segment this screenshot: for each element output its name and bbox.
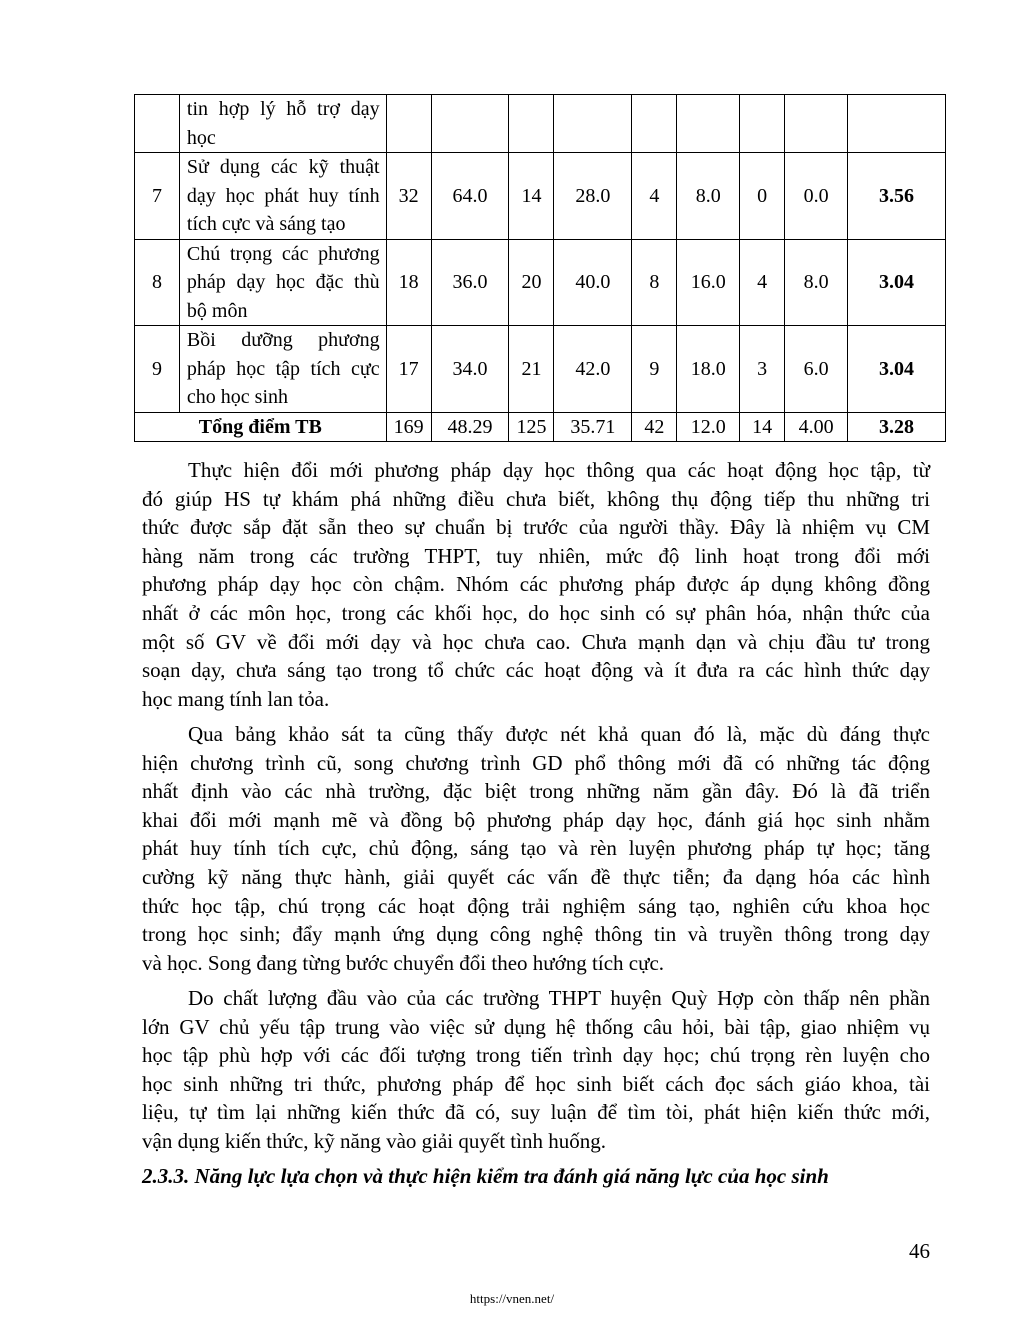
paragraph-line: và học. Song đang từng bước chuyển đổi theo hướng tích cực.	[142, 950, 665, 975]
paragraph-line: Qua bảng khảo sát ta cũng thấy được nét khả quan đó là, mặc dù đáng thực	[188, 722, 930, 746]
table-row	[135, 153, 946, 240]
paragraph-line: thức học tập, chú trọng các hoạt động trải nghiệm sáng tạo, nghiên cứu khoa học	[142, 893, 930, 918]
page-number: 46	[909, 1239, 930, 1263]
description-line: tin hợp lý hỗ trợ dạy	[186, 98, 380, 120]
criterion-description	[179, 95, 386, 153]
average-score: 3.04	[848, 326, 946, 413]
criterion-description	[179, 153, 386, 240]
table-cell	[677, 95, 740, 153]
table-cell: 8	[632, 239, 677, 326]
description-line: pháp dạy học đặc thù	[186, 271, 380, 293]
table-cell	[431, 95, 509, 153]
description-line: Chú trọng các phương	[186, 242, 380, 265]
table-cell: 16.0	[677, 239, 740, 326]
table-cell: 36.0	[431, 239, 509, 326]
description-line: dạy học phát huy tính	[186, 184, 380, 207]
table-cell: 8.0	[677, 153, 740, 240]
table-cell: 35.71	[554, 412, 632, 441]
table-cell: 0.0	[785, 153, 848, 240]
criterion-description	[179, 239, 386, 326]
paragraph-line: hàng năm trong các trường THPT, tuy nhiên, mức độ linh hoạt trong đổi mới	[142, 543, 930, 568]
table-row	[135, 95, 946, 153]
table-cell: 14	[509, 153, 554, 240]
table-cell: 4	[740, 239, 785, 326]
table-cell	[509, 95, 554, 153]
paragraph-line: học mang tính lan tỏa.	[142, 686, 330, 711]
average-score: 3.28	[848, 412, 946, 441]
paragraph-line: vận dụng kiến thức, kỹ năng vào giải quyết tình huống.	[142, 1128, 606, 1153]
paragraph-line: cường kỹ năng thực hành, giải quyết các vấn đề thực tiễn; đa dạng hóa các hình	[142, 864, 930, 889]
average-score: 3.56	[848, 153, 946, 240]
paragraph-line: đó giúp HS tự khám phá những điều chưa biết, không thụ động tiếp thu những tri	[142, 486, 930, 511]
footer-url: https://vnen.net/	[469, 1291, 555, 1306]
description-line: học	[186, 126, 216, 149]
paragraph-line: nhất định vào các nhà trường, đặc biệt trong những năm gần đây. Đó là đã triển	[142, 779, 930, 804]
row-number	[135, 95, 180, 153]
paragraph-line: Thực hiện đổi mới phương pháp dạy học thông qua các hoạt động học tập, từ	[188, 458, 930, 482]
table-cell: 3	[740, 326, 785, 413]
table-cell: 17	[386, 326, 431, 413]
paragraph-line: học sinh những tri thức, phương pháp để học sinh biết cách đọc sách giáo khoa, tài	[142, 1071, 930, 1096]
table-cell: 18.0	[677, 326, 740, 413]
row-number: 7	[135, 153, 180, 240]
paragraph-line: học tập phù hợp với các đối tượng trong tiến trình dạy học; chú trọng rèn luyện cho	[142, 1043, 930, 1068]
table-cell: 4	[632, 153, 677, 240]
row-number: 9	[135, 326, 180, 413]
table-cell	[785, 95, 848, 153]
criterion-description	[179, 326, 386, 413]
description-line: Bồi dưỡng phương	[186, 329, 380, 351]
table-cell: 28.0	[554, 153, 632, 240]
description-line: bộ môn	[186, 299, 248, 322]
table-cell: 12.0	[677, 412, 740, 441]
average-score	[848, 95, 946, 153]
total-label: Tổng điểm TB	[135, 412, 387, 441]
paragraph-line: trong học sinh; đẩy mạnh ứng dụng công nghệ thông tin và truyền thông trong dạy	[142, 922, 930, 947]
table-cell: 18	[386, 239, 431, 326]
paragraph-line: liệu, tự tìm lại những kiến thức đã có, suy luận để tìm tòi, phát hiện kiến thức mới,	[142, 1100, 930, 1125]
table-cell: 0	[740, 153, 785, 240]
table-cell: 64.0	[431, 153, 509, 240]
paragraph-line: Do chất lượng đầu vào của các trường THPT huyện Quỳ Hợp còn thấp nên phần	[188, 986, 930, 1010]
table-cell: 42.0	[554, 326, 632, 413]
table-cell: 14	[740, 412, 785, 441]
paragraph-line: phát huy tính tích cực, chủ động, sáng tạo và rèn luyện phương pháp tự học; tăng	[142, 836, 930, 861]
table-cell: 21	[509, 326, 554, 413]
table-cell: 8.0	[785, 239, 848, 326]
paragraph-line: hiện chương trình cũ, song chương trình GD phổ thông mới đã có những tác động	[142, 750, 930, 775]
table-cell: 4.00	[785, 412, 848, 441]
paragraph-line: phương pháp dạy học còn chậm. Nhóm các phương pháp được áp dụng không đồng	[142, 572, 930, 597]
body-paragraph	[142, 456, 930, 713]
table-cell: 42	[632, 412, 677, 441]
table-cell: 125	[509, 412, 554, 441]
table-row	[135, 239, 946, 326]
description-line: tích cực và sáng tạo	[186, 213, 346, 235]
table-cell: 40.0	[554, 239, 632, 326]
table-cell: 20	[509, 239, 554, 326]
body-paragraph	[142, 720, 930, 977]
paragraph-line: khai đổi mới mạnh mẽ và đồng bộ phương pháp dạy học, đánh giá học sinh nhằm	[142, 807, 930, 832]
paragraph-line: soạn dạy, chưa sáng tạo trong tổ chức các hoạt động và ít đưa ra các hình thức dạy	[142, 658, 930, 683]
row-number: 8	[135, 239, 180, 326]
paragraph-line: nhất ở các môn học, trong các khối học, do học sinh có sự phân hóa, nhận thức của	[142, 600, 930, 625]
table-cell	[740, 95, 785, 153]
table-cell	[554, 95, 632, 153]
description-line: Sử dụng các kỹ thuật	[186, 156, 380, 178]
table-cell: 34.0	[431, 326, 509, 413]
table-cell: 169	[386, 412, 431, 441]
average-score: 3.04	[848, 239, 946, 326]
table-cell	[632, 95, 677, 153]
table-row	[135, 326, 946, 413]
survey-table	[134, 94, 946, 442]
table-cell: 6.0	[785, 326, 848, 413]
body-paragraph	[142, 984, 930, 1156]
table-cell: 9	[632, 326, 677, 413]
description-line: cho học sinh	[186, 386, 288, 408]
table-cell: 48.29	[431, 412, 509, 441]
table-cell	[386, 95, 431, 153]
section-heading: 2.3.3. Năng lực lựa chọn và thực hiện kiểm tra đánh giá năng lực của học sinh	[142, 1164, 829, 1188]
description-line: pháp học tập tích cực	[186, 357, 380, 380]
paragraph-line: lớn GV chủ yếu tập trung vào việc sử dụng hệ thống câu hỏi, bài tập, giao nhiệm vụ	[142, 1014, 930, 1039]
paragraph-line: thức được sắp đặt sẵn theo sự chuẩn bị trước của người thầy. Đây là nhiệm vụ CM	[142, 515, 930, 540]
paragraph-line: một số GV về đổi mới dạy và học chưa cao. Chưa mạnh dạn và chịu đầu tư trong	[142, 629, 930, 654]
total-row	[135, 412, 946, 441]
table-cell: 32	[386, 153, 431, 240]
